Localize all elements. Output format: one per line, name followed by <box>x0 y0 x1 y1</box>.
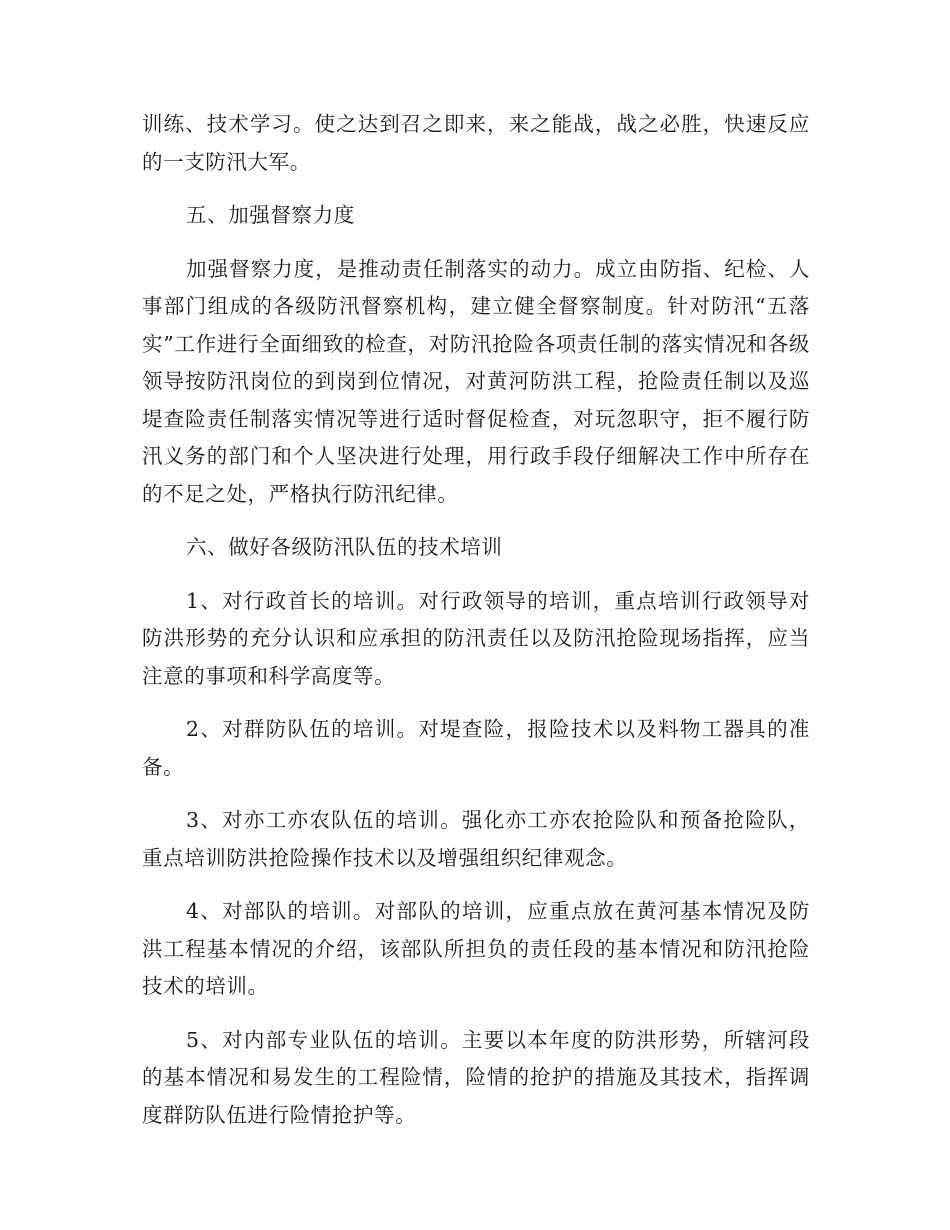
paragraph-supervision: 加强督察力度，是推动责任制落实的动力。成立由防指、纪检、人事部门组成的各级防汛督察机构，建立健全督察制度。针对防汛“五落实”工作进行全面细致的检查，对防汛抢险各项责任制的落实情况和各级领导按防汛岗位的到岗到位情况，对黄河防洪工程，抢险责任制以及巡堤查险责任制落实情况等进行适时督促检查，对玩忽职守，拒不履行防汛义务的部门和个人坚决进行处理，用行政手段仔细解决工作中所存在的不足之处，严格执行防汛纪律。 <box>142 256 810 506</box>
document-body <box>142 106 810 1150</box>
paragraph-training-3: 3、对亦工亦农队伍的培训。强化亦工亦农抢险队和预备抢险队，重点培训防洪抢险操作技术以及增强组织纪律观念。 <box>142 808 810 870</box>
section-heading-five: 五、加强督察力度 <box>186 203 355 227</box>
paragraph-training-4: 4、对部队的培训。对部队的培训，应重点放在黄河基本情况及防洪工程基本情况的介绍，该部队所担负的责任段的基本情况和防汛抢险技术的培训。 <box>142 899 810 998</box>
paragraph-training-5: 5、对内部专业队伍的培训。主要以本年度的防洪形势，所辖河段的基本情况和易发生的工程险情，险情的抢护的措施及其技术，指挥调度群防队伍进行险情抢护等。 <box>142 1027 810 1127</box>
paragraph-continuation: 训练、技术学习。使之达到召之即来，来之能战，战之必胜，快速反应的一支防汛大军。 <box>142 112 810 174</box>
paragraph-training-2: 2、对群防队伍的培训。对堤查险，报险技术以及料物工器具的准备。 <box>142 717 810 779</box>
paragraph-training-1: 1、对行政首长的培训。对行政领导的培训，重点培训行政领导对防洪形势的充分认识和应承担的防汛责任以及防汛抢险现场指挥，应当注意的事项和科学高度等。 <box>142 588 810 688</box>
section-heading-six: 六、做好各级防汛队伍的技术培训 <box>186 535 503 559</box>
